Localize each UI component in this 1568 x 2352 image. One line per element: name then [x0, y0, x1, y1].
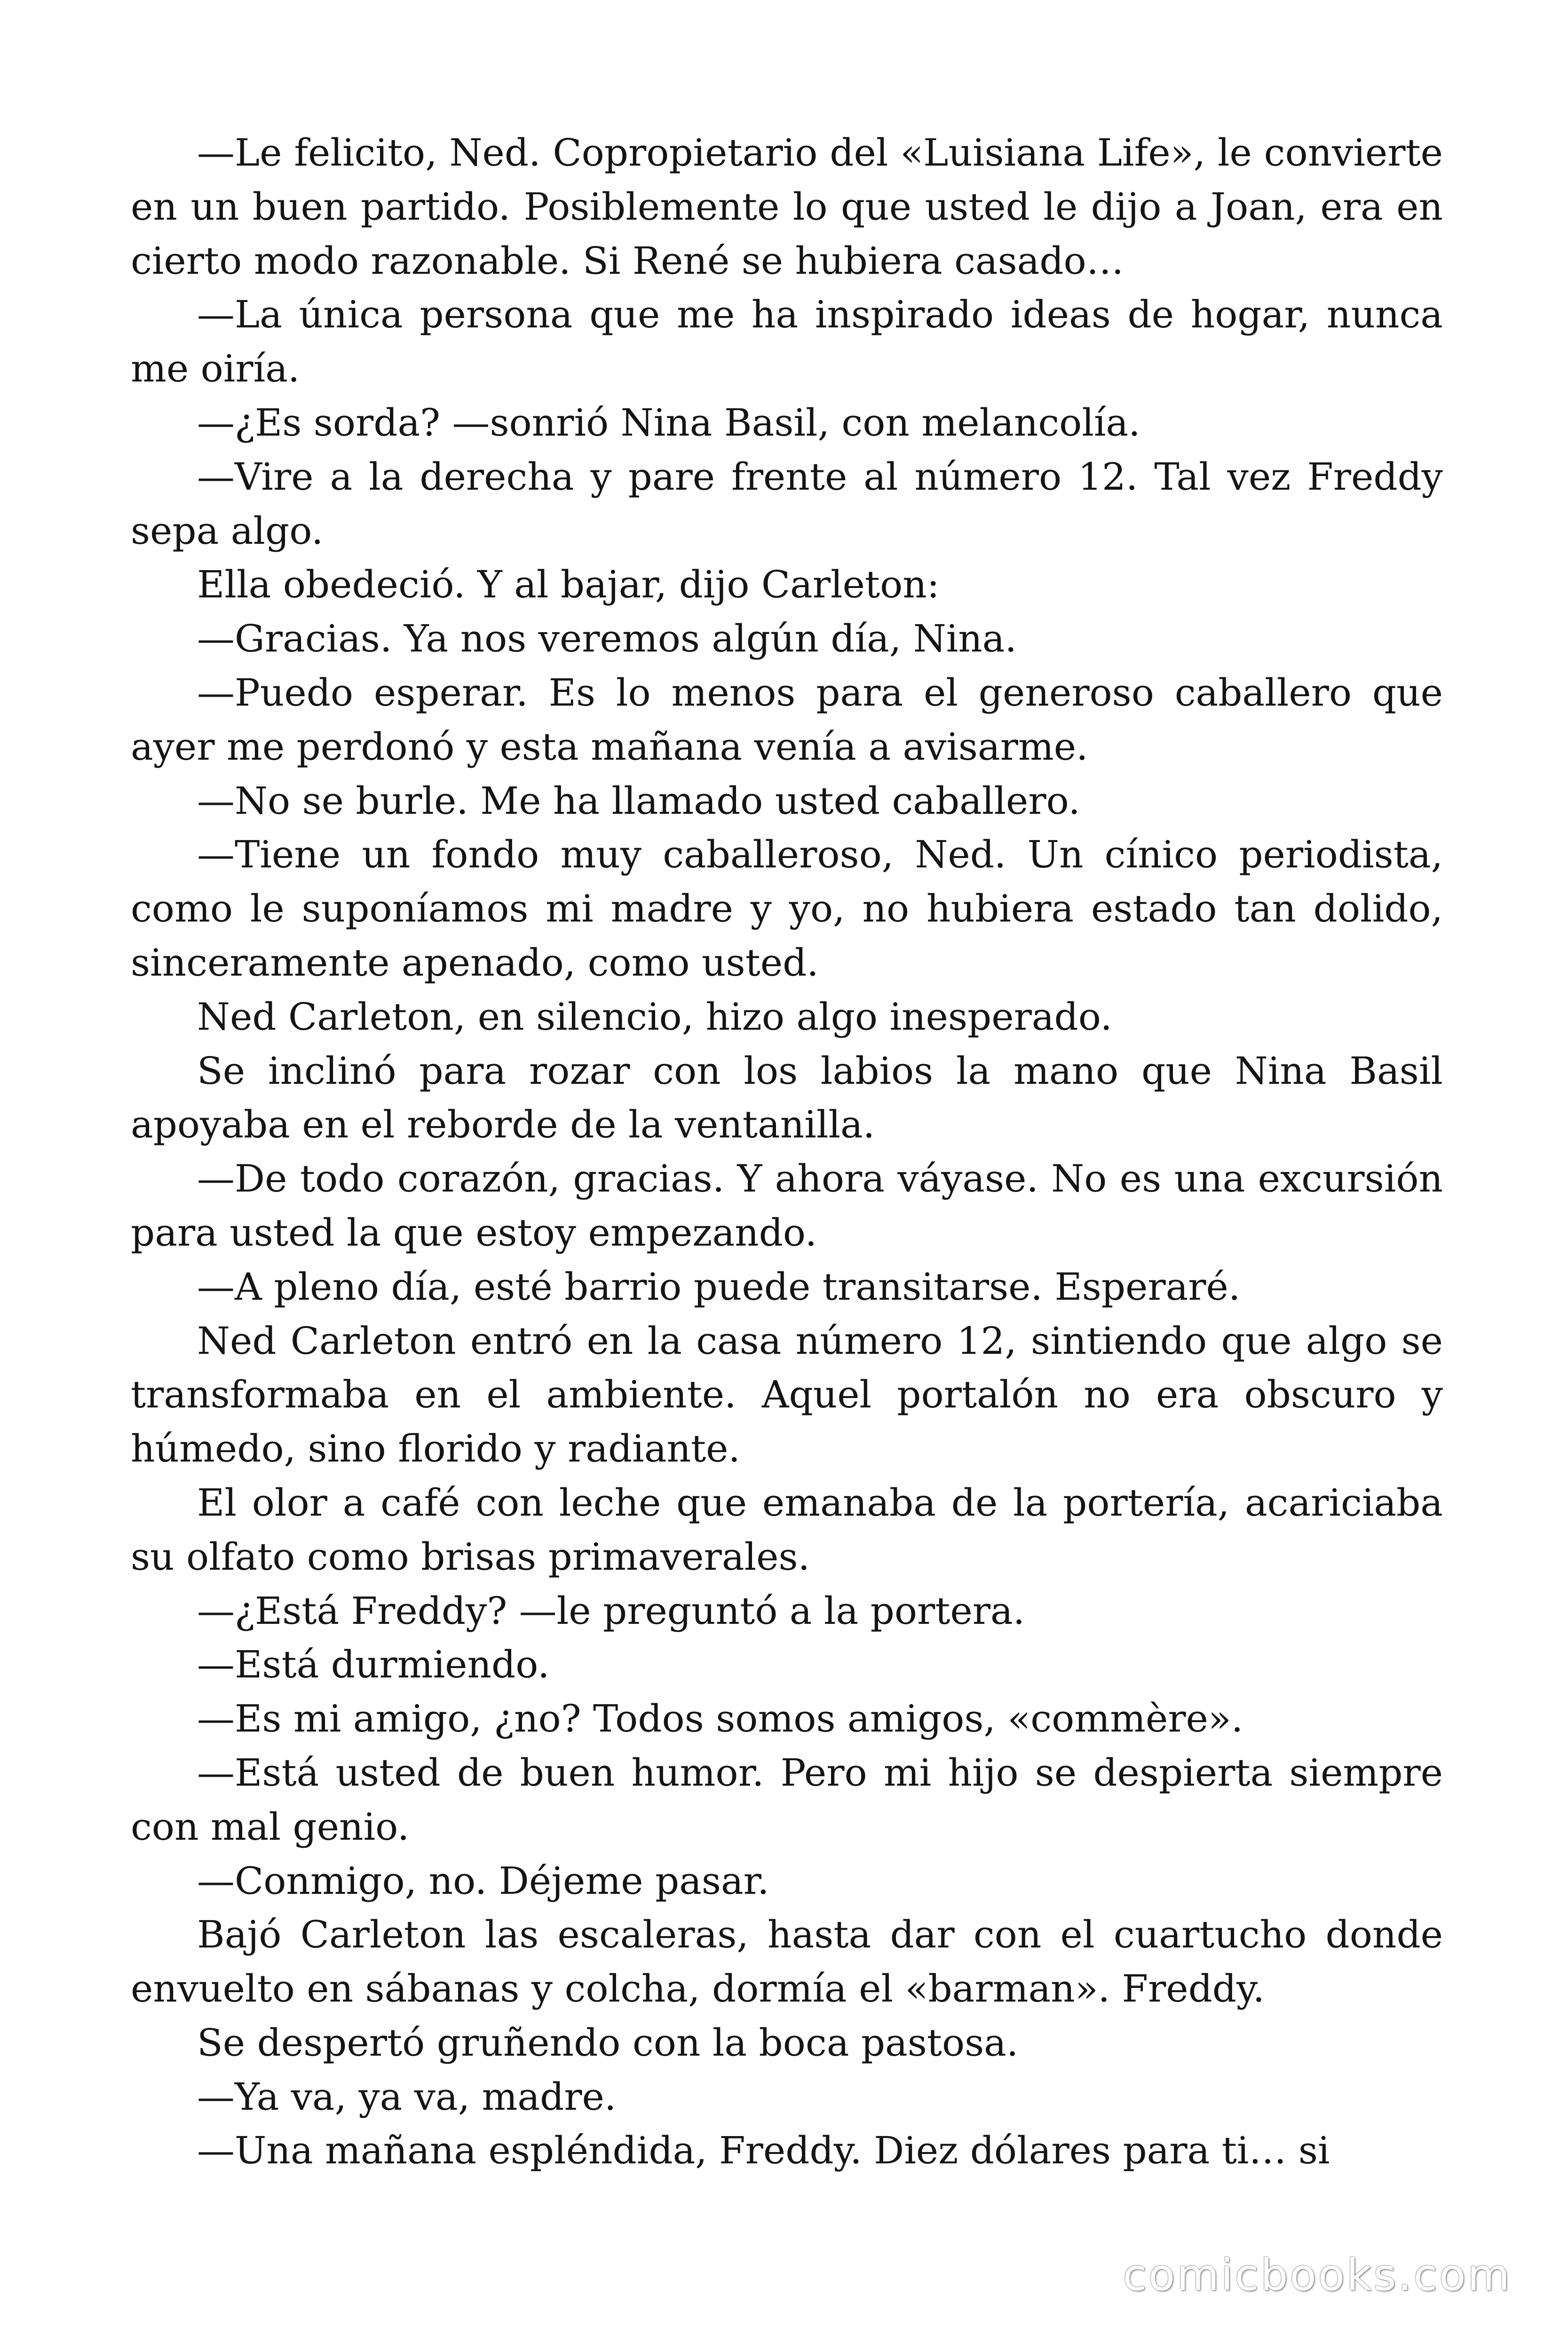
paragraph: —Gracias. Ya nos veremos algún día, Nina.: [197, 617, 1017, 661]
paragraph: —La única persona que me ha inspirado ideas de hogar, nunca me oiría.: [131, 293, 1443, 391]
paragraph: —¿Es sorda? —sonrió Nina Basil, con melancolía.: [197, 400, 1140, 445]
paragraph: —A pleno día, esté barrio puede transitarse. Esperaré.: [197, 1264, 1241, 1309]
paragraph: —¿Está Freddy? —le preguntó a la portera.: [197, 1589, 1025, 1633]
paragraph: —Ya va, ya va, madre.: [197, 2074, 617, 2119]
paragraph: —Vire a la derecha y pare frente al número 12. Tal vez Freddy sepa algo.: [131, 454, 1443, 553]
body-text: [131, 126, 1443, 2178]
paragraph: —Es mi amigo, ¿no? Todos somos amigos, «commère».: [197, 1697, 1243, 1741]
paragraph: —Conmigo, no. Déjeme pasar.: [197, 1859, 769, 1903]
paragraph: —Una mañana espléndida, Freddy. Diez dólares para ti… si: [197, 2129, 1330, 2173]
paragraph: Se despertó gruñendo con la boca pastosa.: [197, 2020, 1019, 2065]
paragraph: —Le felicito, Ned. Copropietario del «Luisiana Life», le convierte en un buen partido. Posiblemente lo que usted le dijo a Joan, era en cierto modo razonable. Si René se hubiera casado…: [131, 131, 1443, 283]
paragraph: —De todo corazón, gracias. Y ahora váyase. No es una excursión para usted la que estoy empezando.: [131, 1157, 1443, 1255]
paragraph: —Está durmiendo.: [197, 1643, 550, 1687]
paragraph: Ella obedeció. Y al bajar, dijo Carleton:: [197, 563, 940, 607]
paragraph: Ned Carleton entró en la casa número 12, sintiendo que algo se transformaba en el ambiente. Aquel portalón no era obscuro y húmedo, sino florido y radiante.: [131, 1319, 1443, 1471]
paragraph: Bajó Carleton las escaleras, hasta dar con el cuartucho donde envuelto en sábanas y colcha, dormía el «barman». Freddy.: [131, 1913, 1443, 2011]
paragraph: —Puedo esperar. Es lo menos para el generoso caballero que ayer me perdonó y esta mañana venía a avisarme.: [131, 670, 1443, 769]
watermark: comicbooks.com: [1123, 2250, 1512, 2300]
paragraph: —Tiene un fondo muy caballeroso, Ned. Un cínico periodista, como le suponíamos mi madre y yo, no hubiera estado tan dolido, sinceramente apenado, como usted.: [131, 833, 1443, 985]
paragraph: —No se burle. Me ha llamado usted caballero.: [197, 779, 1080, 823]
paragraph: Ned Carleton, en silencio, hizo algo inesperado.: [197, 994, 1112, 1039]
paragraph: —Está usted de buen humor. Pero mi hijo se despierta siempre con mal genio.: [131, 1750, 1443, 1849]
paragraph: El olor a café con leche que emanaba de la portería, acariciaba su olfato como brisas primaverales.: [131, 1480, 1443, 1579]
paragraph: Se inclinó para rozar con los labios la mano que Nina Basil apoyaba en el reborde de la ventanilla.: [131, 1049, 1443, 1147]
